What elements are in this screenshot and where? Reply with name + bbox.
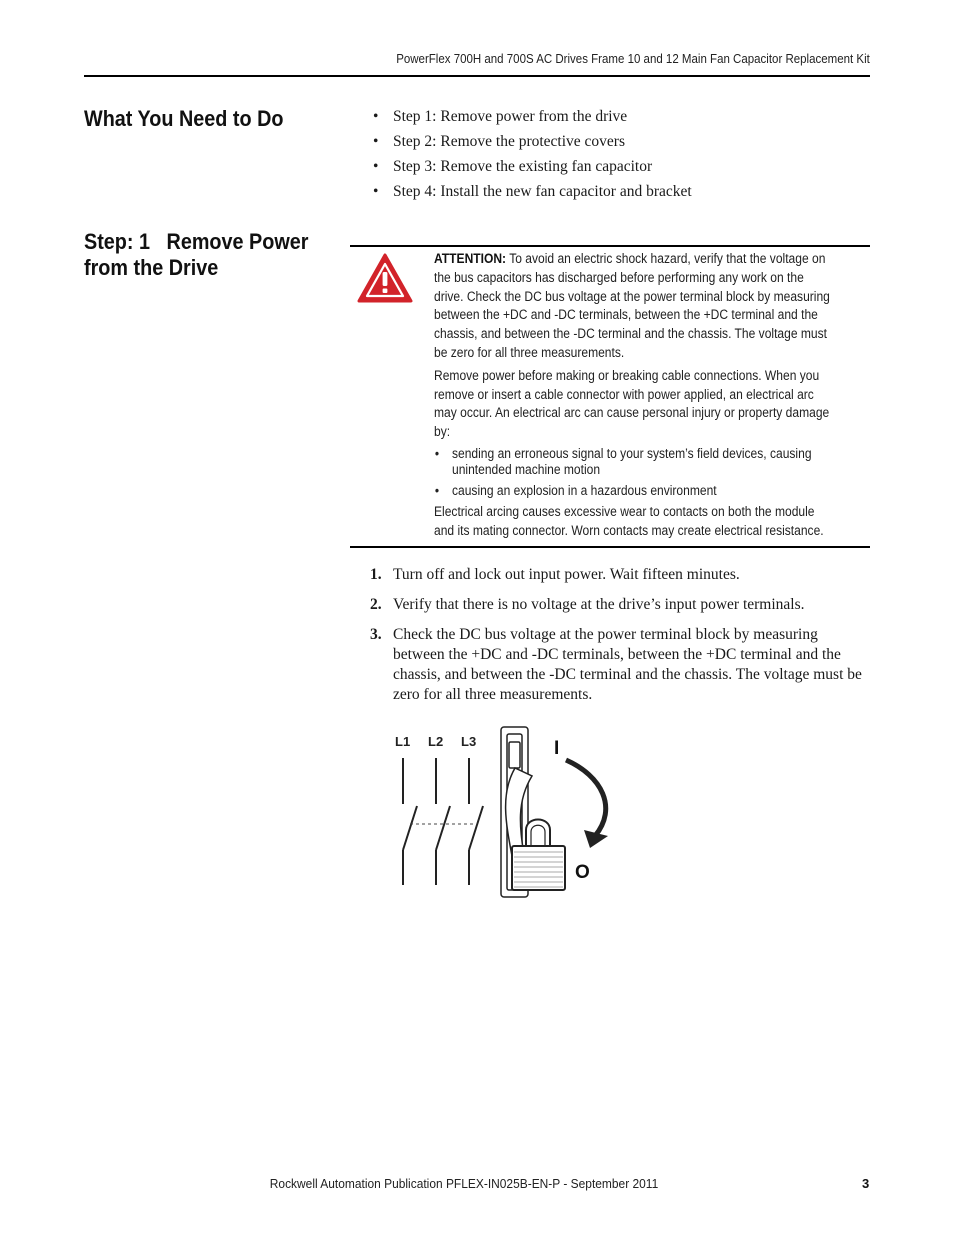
list-item: • Step 1: Remove power from the drive: [372, 106, 692, 131]
attention-text-line: by:: [434, 424, 451, 440]
list-item: • Step 2: Remove the protective covers: [372, 131, 692, 156]
attention-bottom-rule: [350, 546, 870, 548]
bullet-line: sending an erroneous signal to your system’s field devices, causing: [452, 445, 812, 461]
heading-line: Step: 1 Remove Power: [84, 229, 309, 254]
attention-label: ATTENTION:: [434, 251, 507, 266]
terminal-label-l2: L2: [428, 734, 444, 749]
footer-publication: Rockwell Automation Publication PFLEX-IN025B-EN-P - September 2011: [269, 1176, 658, 1191]
procedure-step: [370, 595, 870, 615]
list-item: [434, 446, 839, 479]
step-text: Turn off and lock out input power. Wait fifteen minutes.: [393, 566, 740, 583]
step-number: 1.: [370, 566, 382, 583]
attention-text-line: remove or insert a cable connector with power applied, an electrical arc: [434, 386, 814, 402]
list-item: • Step 4: Install the new fan capacitor and bracket: [372, 181, 692, 206]
off-position-label: O: [575, 862, 590, 883]
lockout-diagram: [390, 724, 630, 900]
attention-text-line: Remove power before making or breaking cable connections. When you: [434, 367, 820, 383]
terminal-label-l1: L1: [395, 734, 411, 749]
bullet-line: unintended machine motion: [452, 462, 601, 478]
warning-triangle-icon: [356, 252, 414, 304]
step-text: Check the DC bus voltage at the power terminal block by measuring between the +DC and -DC terminals, between the +DC terminal and the chassis, and between the -DC terminal and the chassis. The voltage must be zero for all three measurements.: [393, 626, 862, 703]
attention-text-line: may occur. An electrical arc can cause personal injury or property damage: [434, 405, 830, 421]
attention-text-line: between the +DC and -DC terminals, between the +DC terminal and the: [434, 307, 818, 323]
attention-bullet-list: [434, 446, 884, 500]
steps-overview-list: [372, 106, 692, 206]
attention-text-line: be zero for all three measurements.: [434, 344, 625, 360]
running-header: PowerFlex 700H and 700S AC Drives Frame 10 and 12 Main Fan Capacitor Replacement Kit: [396, 52, 870, 66]
heading-line: from the Drive: [84, 255, 219, 280]
attention-text-line: chassis, and between the -DC terminal and the chassis. The voltage must: [434, 326, 828, 342]
attention-text-line: To avoid an electric shock hazard, verify that the voltage on: [506, 251, 826, 266]
list-item: • Step 3: Remove the existing fan capacitor: [372, 156, 692, 181]
page-number: 3: [862, 1176, 870, 1191]
list-item: • causing an explosion in a hazardous environment: [434, 483, 839, 500]
procedure-step: [370, 625, 870, 705]
attention-text-line: drive. Check the DC bus voltage at the power terminal block by measuring: [434, 288, 830, 304]
attention-top-rule: [350, 245, 870, 247]
attention-text: [434, 250, 884, 541]
attention-line: [434, 250, 839, 269]
header-rule: [84, 75, 870, 77]
step-text: Verify that there is no voltage at the drive’s input power terminals.: [393, 596, 805, 613]
section-heading-what-you-need: What You Need to Do: [84, 106, 284, 131]
attention-text-line: Electrical arcing causes excessive wear to contacts on both the module: [434, 504, 815, 520]
off-direction-arrow: [566, 760, 606, 836]
terminal-label-l3: L3: [461, 734, 477, 749]
step-number: 2.: [370, 596, 382, 613]
procedure-step: [370, 565, 870, 585]
attention-text-line: the bus capacitors has discharged before performing any work on the: [434, 269, 804, 285]
procedure-steps: [370, 565, 870, 715]
attention-text-line: and its mating connector. Worn contacts may create electrical resistance.: [434, 523, 824, 539]
on-position-label: I: [554, 738, 560, 759]
section-heading-step1: [84, 229, 308, 281]
step-number: 3.: [370, 626, 382, 643]
switch-contacts: [403, 758, 483, 885]
